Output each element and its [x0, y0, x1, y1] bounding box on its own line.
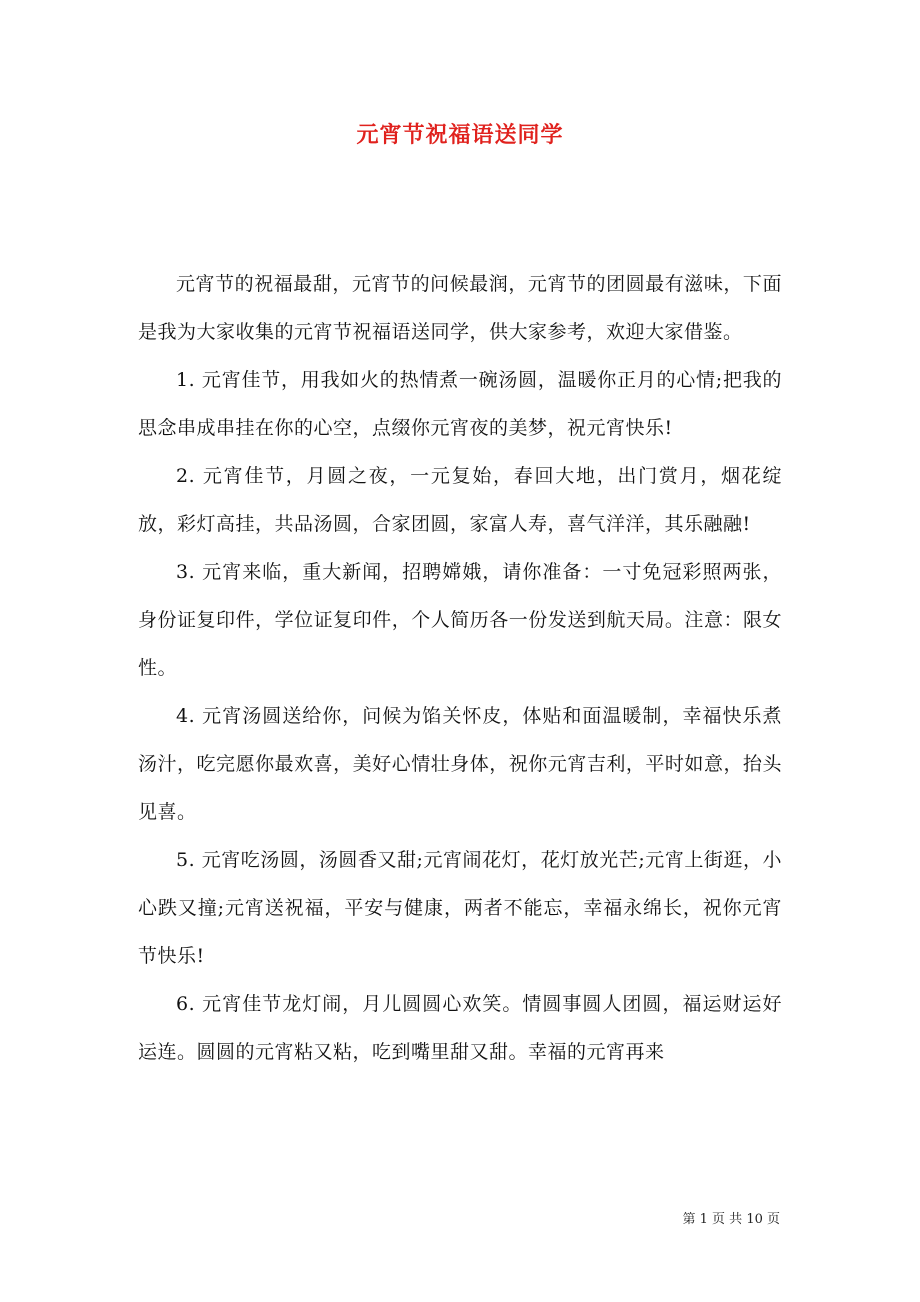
document-title: 元宵节祝福语送同学	[356, 123, 564, 148]
paragraph-intro: 元宵节的祝福最甜，元宵节的问候最润，元宵节的团圆最有滋味，下面是我为大家收集的元宵节祝福语送同学，供大家参考，欢迎大家借鉴。	[138, 273, 782, 343]
paragraph-6: 6. 元宵佳节龙灯闹，月儿圆圆心欢笑。情圆事圆人团圆，福运财运好运连。圆圆的元宵粘又粘，吃到嘴里甜又甜。幸福的元宵再来	[138, 993, 782, 1063]
paragraph-4: 4. 元宵汤圆送给你，问候为馅关怀皮，体贴和面温暖制，幸福快乐煮汤汁，吃完愿你最欢喜，美好心情壮身体，祝你元宵吉利，平时如意，抬头见喜。	[138, 705, 782, 823]
document-body	[138, 260, 782, 1076]
paragraph-3: 3. 元宵来临，重大新闻，招聘嫦娥，请你准备：一寸免冠彩照两张，身份证复印件，学位证复印件，个人简历各一份发送到航天局。注意：限女性。	[138, 561, 782, 679]
paragraph-5: 5. 元宵吃汤圆，汤圆香又甜;元宵闹花灯，花灯放光芒;元宵上街逛，小心跌又撞;元宵送祝福，平安与健康，两者不能忘，幸福永绵长，祝你元宵节快乐!	[138, 849, 782, 967]
paragraph-1: 1. 元宵佳节，用我如火的热情煮一碗汤圆，温暖你正月的心情;把我的思念串成串挂在你的心空，点缀你元宵夜的美梦，祝元宵快乐!	[138, 369, 782, 439]
paragraph-2: 2. 元宵佳节，月圆之夜，一元复始，春回大地，出门赏月，烟花绽放，彩灯高挂，共品汤圆，合家团圆，家富人寿，喜气洋洋，其乐融融!	[138, 465, 782, 535]
page-number-footer: 第 1 页 共 10 页	[682, 1212, 780, 1227]
